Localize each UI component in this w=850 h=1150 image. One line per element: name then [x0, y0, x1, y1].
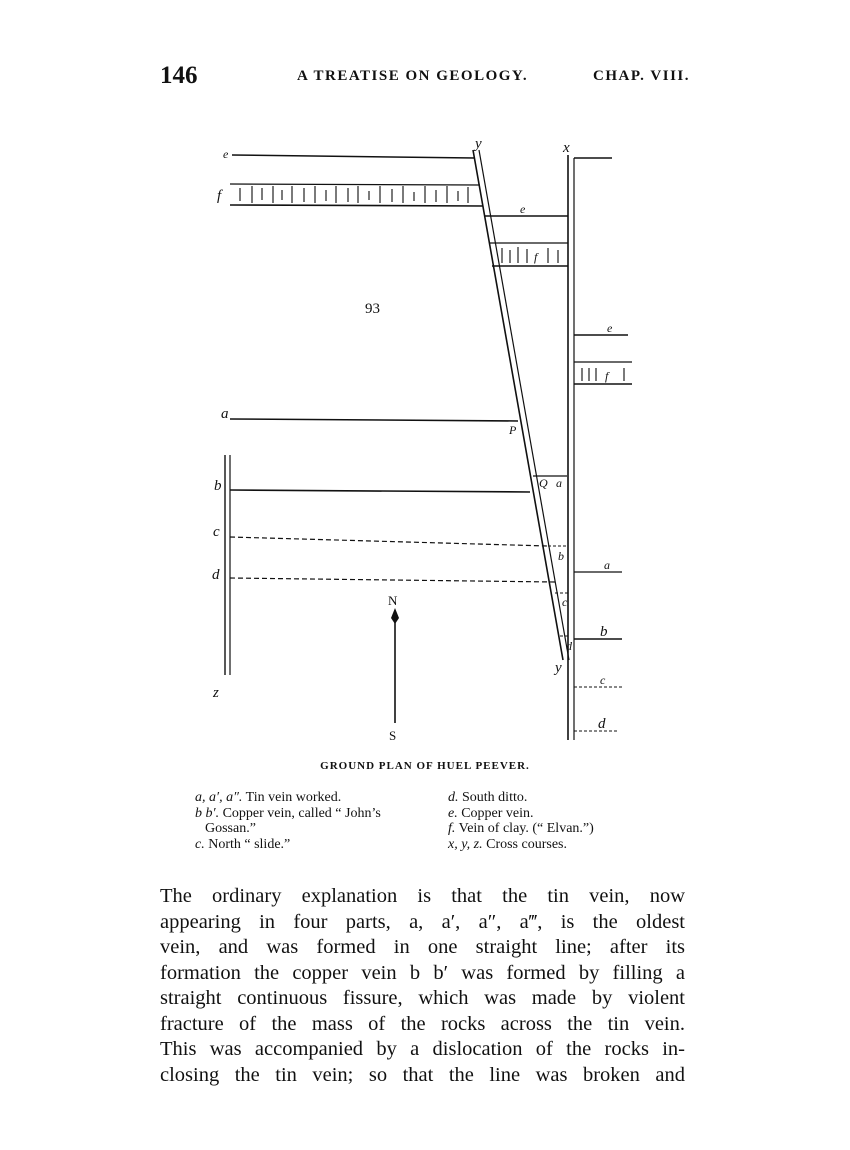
body-line: straight continuous fissure, which was made by violent	[160, 987, 685, 1009]
legend-item	[195, 790, 435, 806]
legend-text: North “ slide.”	[208, 836, 291, 852]
label-b-right: b	[600, 624, 608, 640]
legend-text: Cross courses.	[486, 836, 567, 852]
body-line: This was accompanied by a dislocation of the rocks in-	[160, 1038, 685, 1060]
body-line: fracture of the mass of the rocks across the tin vein.	[160, 1012, 685, 1035]
label-north: N	[388, 593, 398, 608]
cross-course-y	[473, 150, 569, 660]
vein-b	[230, 490, 530, 492]
label-y-bottom: y	[555, 660, 562, 676]
running-title: A TREATISE ON GEOLOGY.	[297, 68, 529, 84]
label-d-right: d	[598, 716, 606, 732]
legend-left	[195, 790, 435, 852]
label-b-left: b	[214, 478, 222, 494]
body-line: formation the copper vein b b′ was formed by filling a	[160, 961, 685, 984]
label-f-top-left: f	[217, 188, 222, 204]
cross-course-z	[225, 455, 230, 675]
label-e-right: e	[607, 321, 613, 335]
label-x-top: x	[563, 140, 570, 156]
vein-e-top	[232, 155, 475, 158]
label-b-mid: b	[558, 549, 564, 563]
label-q: Q	[539, 476, 548, 490]
label-c-mid: c	[562, 595, 568, 609]
cross-course-x	[568, 155, 612, 740]
page-number: 146	[160, 62, 198, 89]
legend-item	[195, 837, 435, 853]
figure-caption: GROUND PLAN OF HUEL PEEVER.	[320, 760, 530, 772]
vein-f-top-band	[230, 184, 483, 206]
body-paragraph	[160, 884, 685, 1088]
label-south: S	[389, 728, 397, 743]
label-p: P	[509, 423, 517, 437]
vein-a-left	[230, 419, 518, 421]
label-d-left: d	[212, 567, 220, 583]
legend-text: Vein of clay. (“ Elvan.”)	[458, 821, 594, 836]
legend-key: b b′.	[195, 805, 220, 821]
legend-text: Copper vein, called “ John’s	[222, 805, 381, 821]
legend-item	[448, 806, 688, 822]
legend-text: Tin vein worked.	[245, 790, 342, 805]
vein-f-right-band	[574, 362, 632, 384]
body-line: vein, and was formed in one straight line; after its	[160, 936, 685, 958]
legend-key: f.	[448, 821, 456, 836]
legend-item	[195, 806, 435, 837]
label-y-top: y	[475, 136, 482, 152]
label-c-right: c	[600, 673, 606, 687]
legend-text: Copper vein.	[461, 805, 534, 821]
label-f-mid: f	[534, 250, 538, 264]
legend-right	[448, 790, 688, 852]
label-z: z	[213, 685, 219, 701]
label-a-mid: a	[556, 476, 562, 490]
legend-key: a, a′, a″.	[195, 790, 243, 805]
legend-text: South ditto.	[462, 790, 528, 805]
north-south-arrow	[391, 608, 399, 723]
legend-text-cont: Gossan.”	[205, 821, 256, 836]
label-f-right: f	[605, 369, 609, 383]
legend-key: x, y, z.	[448, 836, 483, 852]
label-a-right: a	[604, 558, 610, 572]
label-e-top-left: e	[223, 147, 229, 161]
body-line: closing the tin vein; so that the line was broken and	[160, 1063, 685, 1086]
body-line: appearing in four parts, a, a′, a″, a‴, is the oldest	[160, 910, 685, 933]
legend-key: d.	[448, 790, 459, 805]
legend-key: e.	[448, 805, 458, 821]
slide-c	[230, 537, 548, 546]
slide-d	[230, 578, 555, 582]
legend-item	[448, 837, 688, 853]
label-c-left: c	[213, 524, 220, 540]
legend-item	[448, 821, 688, 837]
label-a-left: a	[221, 406, 229, 422]
vein-f-mid-band	[490, 243, 568, 266]
legend-key: c.	[195, 836, 205, 852]
label-e-mid: e	[520, 202, 526, 216]
body-line: The ordinary explanation is that the tin vein, now	[160, 885, 685, 907]
chapter-label: CHAP. VIII.	[593, 68, 690, 84]
label-d-mid: d	[566, 639, 572, 653]
legend-item	[448, 790, 688, 806]
figure-number: 93	[365, 301, 380, 317]
